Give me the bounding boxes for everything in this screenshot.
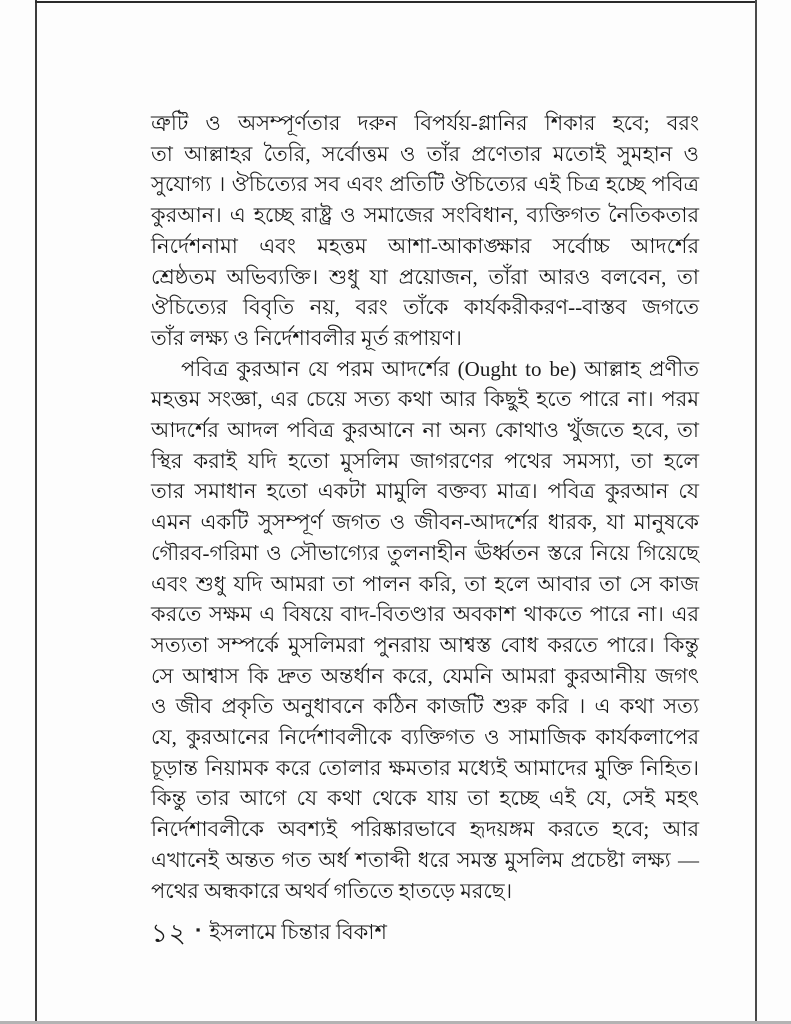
text-line: কিন্তু তার আগে যে কথা থেকে যায় তা হচ্ছে এই যে, সেই মহৎ bbox=[151, 786, 699, 811]
text-line: এবং শুধু যদি আমরা তা পালন করি, তা হলে আবার তা সে কাজ bbox=[151, 571, 699, 596]
text-line: মহত্তম সংজ্ঞা, এর চেয়ে সত্য কথা আর কিছুই হতে পারে না। পরম bbox=[151, 387, 699, 412]
text-line: তার সমাধান হতো একটা মামুলি বক্তব্য মাত্র। পবিত্র কুরআন যে bbox=[151, 479, 699, 504]
text-line: চূড়ান্ত নিয়ামক করে তোলার ক্ষমতার মধ্যেই আমাদের মুক্তি নিহিত। bbox=[151, 755, 699, 780]
text-line: নির্দেশনামা এবং মহত্তম আশা-আকাঙ্ক্ষার সর্বোচ্চ আদর্শের bbox=[151, 233, 699, 258]
text-line: পবিত্র কুরআন যে পরম আদর্শের (Ought to be) আল্লাহ প্রণীত bbox=[181, 356, 699, 381]
text-line: সে আশ্বাস কি দ্রুত অন্তর্ধান করে, যেমনি আমরা কুরআনীয় জগৎ bbox=[151, 663, 699, 688]
paragraph-2 bbox=[151, 354, 699, 907]
text-line: ত্রুটি ও অসম্পূর্ণতার দরুন বিপর্যয়-গ্লানির শিকার হবে; বরং bbox=[151, 111, 699, 135]
paragraph-1 bbox=[151, 108, 699, 354]
page-right-border-line bbox=[755, 0, 757, 1024]
text-line: ঔচিত্যের বিবৃতি নয়, বরং তাঁকে কার্যকরীকরণ--বাস্তব জগতে bbox=[151, 295, 699, 320]
page-left-border-line bbox=[35, 0, 37, 1024]
text-line: ও জীব প্রকৃতি অনুধাবনে কঠিন কাজটি শুরু করি । এ কথা সত্য bbox=[151, 694, 699, 719]
page-top-border-line bbox=[35, 1, 757, 3]
text-line: পথের অন্ধকারে অথর্ব গতিতে হাতড়ে মরছে। bbox=[151, 878, 513, 903]
text-line: এখানেই অন্তত গত অর্ধ শতাব্দী ধরে সমস্ত মুসলিম প্রচেষ্টা লক্ষ্য — bbox=[151, 847, 699, 872]
text-line: তাঁর লক্ষ্য ও নির্দেশাবলীর মূর্ত রূপায়ণ। bbox=[151, 325, 462, 350]
running-book-title: ইসলামে চিন্তার বিকাশ bbox=[209, 920, 387, 944]
text-line: যে, কুরআনের নির্দেশাবলীকে ব্যক্তিগত ও সামাজিক কার্যকলাপের bbox=[151, 725, 699, 750]
text-line: গৌরব-গরিমা ও সৌভাগ্যের তুলনাহীন ঊর্ধ্বতন স্তরে নিয়ে গিয়েছে bbox=[151, 540, 699, 565]
text-line: কুরআন। এ হচ্ছে রাষ্ট্র ও সমাজের সংবিধান, ব্যক্তিগত নৈতিকতার bbox=[151, 203, 699, 228]
page-number: ১২ bbox=[151, 918, 187, 948]
page-footer bbox=[151, 916, 387, 951]
text-line: করতে সক্ষম এ বিষয়ে বাদ-বিতণ্ডার অবকাশ থাকতে পারে না। এর bbox=[151, 602, 699, 627]
text-line: সুযোগ্য । ঔচিত্যের সব এবং প্রতিটি ঔচিত্যের এই চিত্র হচ্ছে পবিত্র bbox=[151, 172, 699, 197]
text-line: আদর্শের আদল পবিত্র কুরআনে না অন্য কোথাও খুঁজতে হবে, তা bbox=[151, 418, 699, 443]
text-line: তা আল্লাহর তৈরি, সর্বোত্তম ও তাঁর প্রণেতার মতোই সুমহান ও bbox=[151, 141, 699, 166]
text-line: শ্রেষ্ঠতম অভিব্যক্তি। শুধু যা প্রয়োজন, তাঁরা আরও বলবেন, তা bbox=[151, 264, 699, 289]
text-line: নির্দেশাবলীকে অবশ্যই পরিষ্কারভাবে হৃদয়ঙ্গম করতে হবে; আর bbox=[151, 817, 699, 842]
text-line: এমন একটি সুসম্পূর্ণ জগত ও জীবন-আদর্শের ধারক, যা মানুষকে bbox=[151, 510, 699, 535]
page-body-text bbox=[151, 108, 699, 906]
square-bullet-icon: ▪ bbox=[195, 922, 201, 937]
text-line: স্থির করাই যদি হতো মুসলিম জাগরণের পথের সমস্যা, তা হলে bbox=[151, 448, 699, 473]
text-line: সত্যতা সম্পর্কে মুসলিমরা পুনরায় আশ্বস্ত বোধ করতে পারে। কিন্তু bbox=[151, 632, 699, 657]
